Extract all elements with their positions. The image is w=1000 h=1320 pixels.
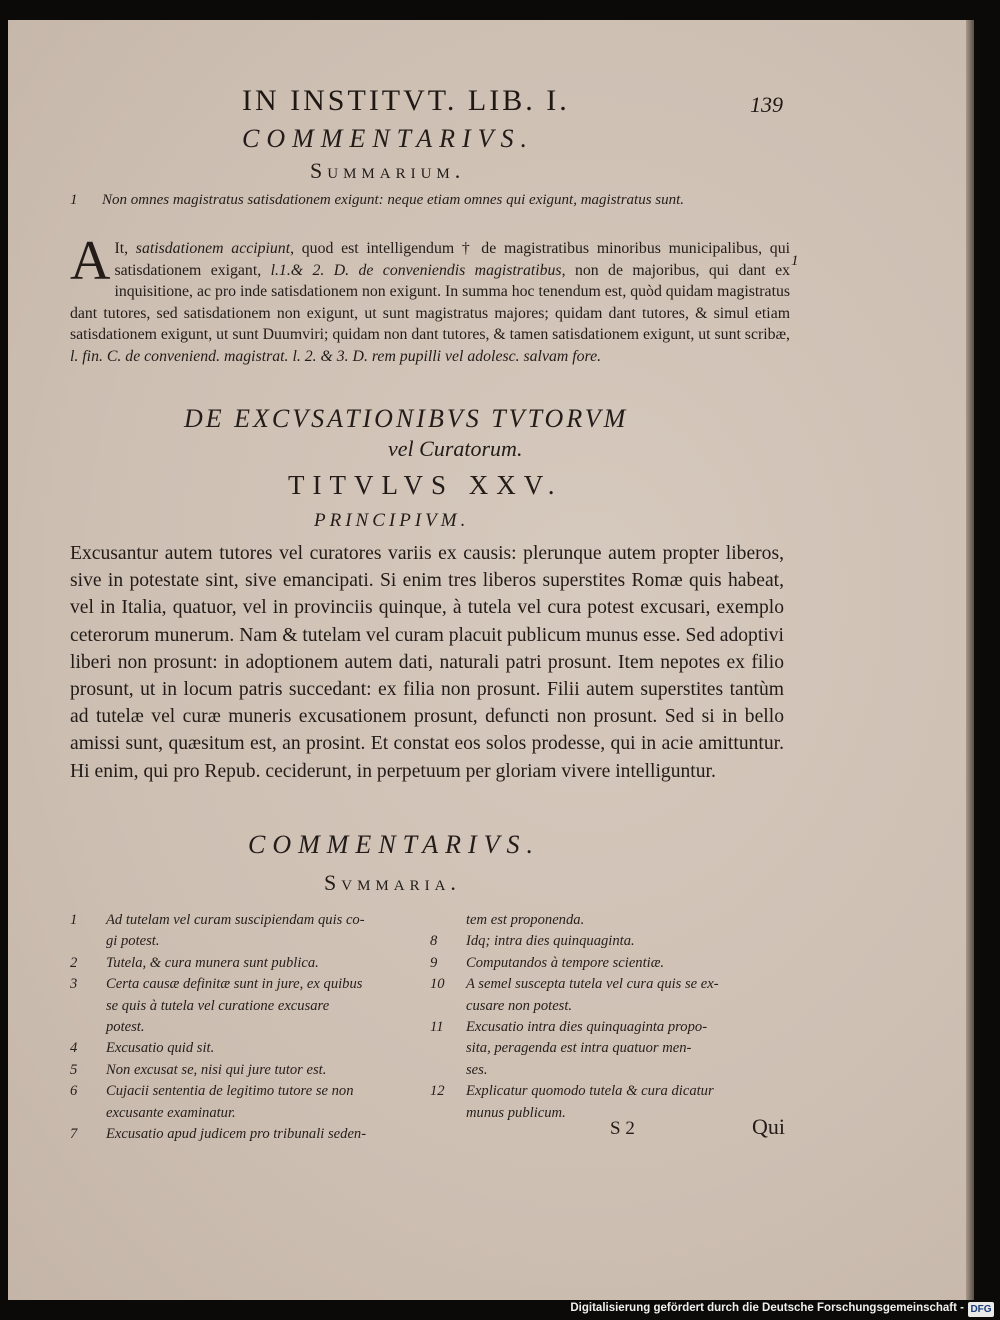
drop-capital: A (70, 230, 111, 292)
summaria-item-number: 7 (70, 1126, 78, 1143)
summaria-item-line: tem est proponenda. (466, 912, 585, 928)
summaria-item-number: 2 (70, 954, 78, 971)
commentarius-title: COMMENTARIVS. (242, 124, 534, 153)
summaria-item-number: 11 (430, 1019, 444, 1036)
summaria-item (430, 1017, 790, 1081)
summaria-item-number: 4 (70, 1040, 78, 1057)
summaria-item-number: 6 (70, 1083, 78, 1100)
summaria-item (70, 974, 430, 1038)
summaria-item-number: 9 (430, 954, 438, 971)
summaria-item (70, 1081, 430, 1124)
summaria-left-column (70, 910, 430, 1145)
page-number: 139 (750, 92, 783, 117)
summaria-item-line: munus publicum. (466, 1104, 566, 1121)
summaria-item (70, 953, 430, 974)
summaria-item (70, 910, 430, 953)
running-title: IN INSTITVT. LIB. I. (242, 84, 570, 117)
principium-heading: PRINCIPIVM. (314, 510, 470, 531)
summaria-item-line: Excusatio intra dies quinquaginta propo- (466, 1019, 708, 1036)
summarium-title: Summarium. (310, 158, 466, 183)
book-page (8, 20, 972, 1300)
summaria-item-line: Computandos à tempore scientiæ. (466, 954, 665, 971)
commentary-text: It, (114, 240, 136, 257)
commentary-citation: l.1.& 2. D. de conveniendis magistratibus (270, 261, 562, 279)
summaria-item-line: excusante examinatur. (106, 1104, 236, 1121)
commentary-citation: l. fin. C. de conveniend. magistrat. l. 2. & 3. D. rem pupilli vel adolesc. salvam fore. (70, 347, 602, 365)
summaria-item-line: A semel suscepta tutela vel cura quis se ex- (466, 976, 719, 993)
summaria-item-line: gi potest. (106, 933, 160, 950)
summary-item-text: Non omnes magistratus satisdationem exigunt: neque etiam omnes qui exigunt, magistratus sunt. (102, 192, 685, 208)
summaria-item-line: Certa causæ definitæ sunt in jure, ex quibus (106, 976, 363, 993)
summaria-title: Svmmaria. (324, 870, 461, 895)
summaria-item-number: 3 (70, 976, 78, 993)
summaria-item-number: 5 (70, 1061, 78, 1078)
principium-body: Excusantur autem tutores vel curatores variis ex causis: plerunque autem propter liberos, sive in potestate sint, sive emancipati. Si enim tres liberos superstites Romæ quis habeat, vel in Italia, quatuor, vel in provinciis quinque, à tutela vel cura potest excusari, exemplo ceterorum munerum. Nam & tutelam vel curam placuit publicum munus esse. Sed adoptivi liberi non prosunt: in adoptionem autem dati, naturali patri prosunt. Item nepotes ex filio prosunt, ut in locum patris succedant: ex filia non prosunt. Filii autem superstites tantùm ad tutelæ vel curæ muneris excusationem prosunt, defuncti non prosunt. Sed si in bello amissi sunt, quæsitum est, an prosint. Et constat eos solos prodesse, qui in acie amittuntur. Hi enim, qui pro Repub. ceciderunt, in perpetuum per gloriam vivere intelliguntur. (70, 543, 784, 782)
summaria-right-column (430, 910, 790, 1124)
commentary-paragraph (70, 230, 791, 368)
summaria-item-line: Explicatur quomodo tutela & cura dicatur (466, 1083, 714, 1100)
digitization-notice: Digitalisierung gefördert durch die Deutsche Forschungsgemeinschaft - (570, 1302, 964, 1314)
summaria-item-line: sita, peragenda est intra quatuor men- (466, 1040, 692, 1057)
summaria-item (70, 1038, 430, 1059)
summaria-item-number: 8 (430, 933, 438, 950)
commentary-text: , non de majoribus, qui dant ex inquisitione, ac pro inde satisdationem non exigunt. In summa hoc tenendum est, quòd quidam magistratus dant tutores, sed satisdationem non exigunt, ut sunt magistratus majores; quidam dant tutores, & simul etiam satisdationem exigunt, ut sunt Duumviri; quidam non dant tutores, & tamen satisdationem exigunt, ut sunt scribæ, (70, 261, 791, 344)
catchword: Qui (752, 1114, 785, 1139)
signature-mark: S 2 (610, 1118, 635, 1139)
page-edge-shadow (966, 20, 974, 1300)
summaria-item-line: se quis à tutela vel curatione excusare (106, 997, 330, 1014)
summaria-item-line: potest. (106, 1019, 145, 1036)
summaria-item-number: 12 (430, 1083, 445, 1100)
summaria-item-line: ses. (466, 1061, 488, 1078)
summaria-item (430, 931, 790, 952)
summaria-item-line: cusare non potest. (466, 997, 573, 1014)
summaria-item-number: 1 (70, 912, 78, 928)
summaria-item (70, 1124, 430, 1145)
summaria-item (430, 910, 790, 931)
summaria-item-number: 10 (430, 976, 445, 993)
summaria-item-line: Ad tutelam vel curam suscipiendam quis co- (106, 912, 365, 928)
summaria-item-line: Excusatio apud judicem pro tribunali seden- (106, 1126, 367, 1143)
titulus-subheading: vel Curatorum. (388, 436, 523, 461)
commentary-text: , quod est intelligendum † de magistratibus minoribus municipalibus, qui satisdationem exigant, (114, 240, 790, 279)
dfg-logo: DFG (968, 1302, 994, 1317)
titulus-heading: DE EXCVSATIONIBVS TVTORVM (184, 404, 629, 433)
summaria-item-line: Non excusat se, nisi qui jure tutor est. (106, 1061, 327, 1078)
summaria-item (70, 1060, 430, 1081)
commentarius-title: COMMENTARIVS. (248, 830, 540, 859)
summaria-item-line: Tutela, & cura munera sunt publica. (106, 954, 319, 971)
summary-item-number: 1 (70, 192, 78, 208)
summaria-item (430, 974, 790, 1017)
summaria-item-line: Cujacii sententia de legitimo tutore se non (106, 1083, 354, 1100)
summaria-item-line: Excusatio quid sit. (106, 1040, 215, 1057)
summaria-item-line: Idq; intra dies quinquaginta. (466, 933, 635, 950)
summaria-item (430, 953, 790, 974)
commentary-citation: satisdationem accipiunt (135, 240, 291, 257)
margin-note-number: 1 (791, 253, 799, 269)
titulus-label: TITVLVS XXV. (288, 470, 563, 500)
